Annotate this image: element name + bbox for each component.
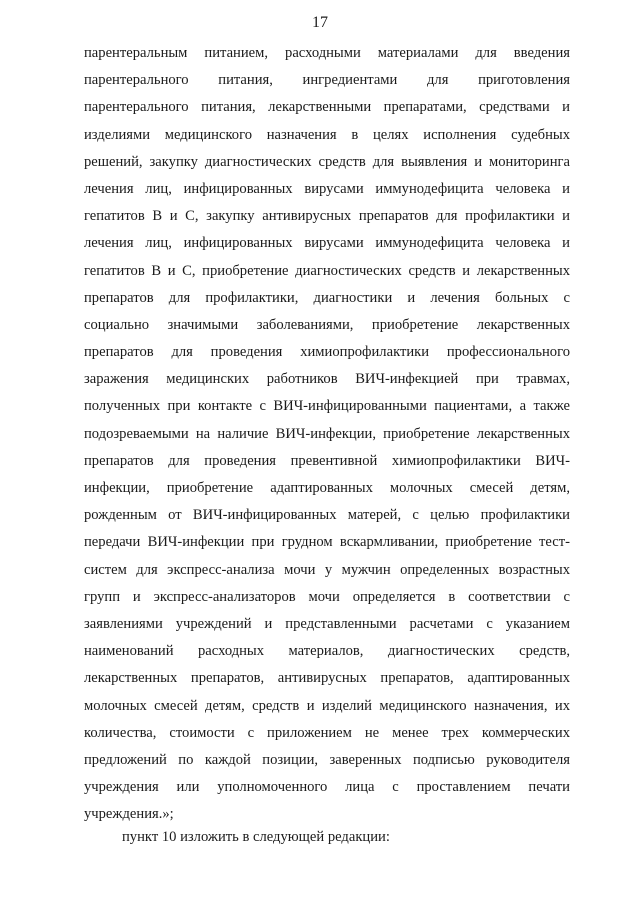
text-line: заражения медицинских работников ВИЧ-инфекцией при травмах,: [84, 371, 570, 388]
text-line: препаратов для проведения превентивной химиопрофилактики ВИЧ-: [84, 452, 570, 469]
text-line: заявлениями учреждений и представленными расчетами с указанием: [84, 615, 570, 632]
text-line: гепатитов В и С, приобретение диагностических средств и лекарственных: [84, 262, 570, 279]
text-line: систем для экспресс-анализа мочи у мужчин определенных возрастных: [84, 561, 570, 578]
text-line: инфекции, приобретение адаптированных молочных смесей детям,: [84, 480, 570, 496]
paragraph-item-10: пункт 10 изложить в следующей редакции:: [122, 829, 390, 845]
text-line: препаратов для профилактики, диагностики и лечения больных с: [84, 289, 570, 306]
text-line: социально значимыми заболеваниями, приобретение лекарственных: [84, 316, 570, 333]
text-line: наименований расходных материалов, диагностических средств,: [84, 643, 570, 660]
text-line: гепатитов В и С, закупку антивирусных препаратов для профилактики и: [84, 208, 570, 225]
text-line: полученных при контакте с ВИЧ-инфицированными пациентами, а также: [84, 398, 570, 415]
text-line: количества, стоимости с приложением не менее трех коммерческих: [84, 724, 570, 741]
text-line: лекарственных препаратов, антивирусных препаратов, адаптированных: [84, 670, 570, 687]
page-number: 17: [312, 14, 328, 31]
text-line: групп и экспресс-анализаторов мочи определяется в соответствии с: [84, 588, 570, 605]
text-line: парентеральным питанием, расходными материалами для введения: [84, 45, 570, 61]
text-line: передачи ВИЧ-инфекции при грудном вскармливании, приобретение тест-: [84, 534, 570, 551]
text-line: парентерального питания, лекарственными препаратами, средствами и: [84, 99, 570, 116]
text-line: молочных смесей детям, средств и изделий медицинского назначения, их: [84, 697, 570, 714]
text-line: решений, закупку диагностических средств для выявления и мониторинга: [84, 153, 570, 170]
text-line: лечения лиц, инфицированных вирусами иммунодефицита человека и: [84, 235, 570, 252]
text-line: предложений по каждой позиции, заверенных подписью руководителя: [84, 751, 570, 768]
text-line: учреждения.»;: [84, 806, 174, 823]
document-body: [84, 40, 570, 828]
text-line: препаратов для проведения химиопрофилактики профессионального: [84, 344, 570, 361]
text-line: лечения лиц, инфицированных вирусами иммунодефицита человека и: [84, 180, 570, 197]
text-line: учреждения или уполномоченного лица с проставлением печати: [84, 779, 570, 796]
text-line: подозреваемыми на наличие ВИЧ-инфекции, приобретение лекарственных: [84, 425, 570, 442]
text-line: изделиями медицинского назначения в целях исполнения судебных: [84, 126, 570, 143]
text-line: парентерального питания, ингредиентами для приготовления: [84, 72, 570, 89]
text-line: рожденным от ВИЧ-инфицированных матерей, с целью профилактики: [84, 507, 570, 524]
